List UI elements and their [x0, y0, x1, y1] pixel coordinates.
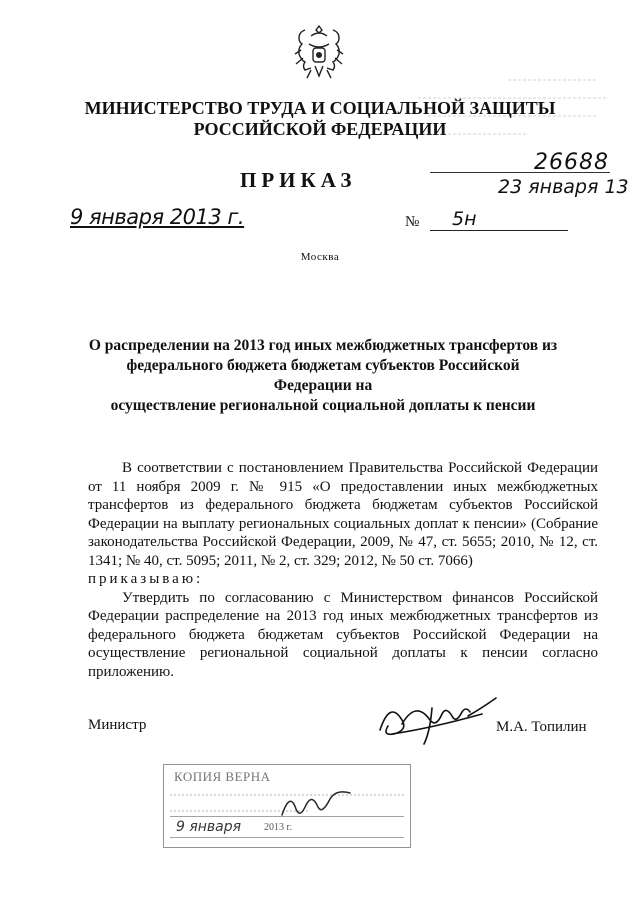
signatory-title: Министр [88, 717, 147, 733]
ministry-line-1: МИНИСТЕРСТВО ТРУДА И СОЦИАЛЬНОЙ ЗАЩИТЫ [84, 98, 556, 118]
order-number-label: № [405, 214, 420, 230]
order-date: 9 января 2013 г. [70, 205, 245, 229]
registration-number: 26688 [534, 150, 609, 175]
registration-stamp-texture-icon [398, 70, 618, 148]
ministry-line-2: РОССИЙСКОЙ ФЕДЕРАЦИИ [193, 119, 447, 139]
copy-stamp-title: КОПИЯ ВЕРНА [174, 769, 271, 784]
copy-stamp-date: 9 января [176, 819, 242, 835]
order-number-underline [430, 230, 568, 231]
document-type-title: ПРИКАЗ [240, 168, 357, 192]
signature-icon [372, 694, 502, 750]
signatory-name: М.А. Топилин [496, 719, 587, 735]
order-body [88, 459, 598, 681]
heading-line-1: О распределении на 2013 год иных межбюджетных трансфертов из [88, 337, 558, 354]
copy-stamp-year: 2013 г. [264, 822, 292, 833]
copy-stamp-rule-2 [170, 837, 404, 838]
order-directive: приказываю: [88, 571, 204, 587]
copy-stamp-signature-icon [276, 781, 366, 825]
copy-certified-stamp [163, 764, 411, 848]
order-number: 5н [452, 208, 477, 230]
body-paragraph-1: В соответствии с постановлением Правительства Российской Федерации от 11 ноября 2009 г. № 915 «О предоставлении иных межбюджетных трансфертов из федерального бюджета бюджетам субъектов Российской Федерации на выплату региональных социальных доплат к пенсии» (Собрание законодательства Российской Федерации, 2009, № 47, ст. 5655; 2010, № 12, ст. 1341; № 40, ст. 5095; 2011, № 2, ст. 329; 2012, № 50 ст. 7066) [88, 460, 598, 569]
heading-line-2: федерального бюджета бюджетам субъектов Российской Федерации на [126, 357, 520, 394]
order-city: Москва [300, 251, 340, 263]
order-heading [88, 336, 558, 416]
coat-of-arms-icon [289, 20, 349, 84]
registration-date: 23 января 13 [498, 176, 629, 198]
body-paragraph-2: Утвердить по согласованию с Министерством финансов Российской Федерации распределение на 2013 год иных межбюджетных трансфертов из федерального бюджета бюджетам субъектов Российской Федерации на осуществление региональной социальной доплаты к пенсии согласно приложению. [88, 589, 598, 680]
heading-line-3: осуществление региональной социальной доплаты к пенсии [110, 397, 536, 414]
registration-stamp [398, 70, 618, 148]
